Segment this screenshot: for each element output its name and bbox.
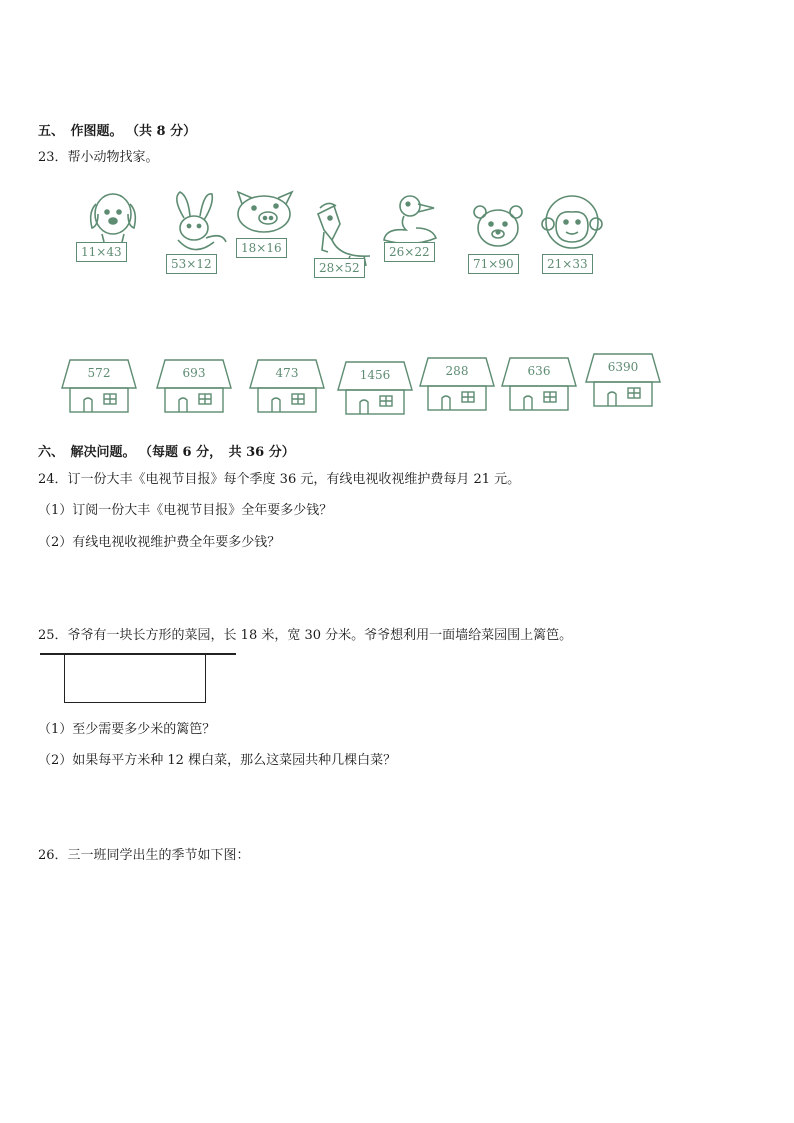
house-number: 636 <box>527 364 551 378</box>
animal-card-bear <box>468 204 538 276</box>
animal-card-duck <box>382 194 452 266</box>
animal-card-dog <box>76 190 146 270</box>
animal-card-rabbit <box>166 188 236 278</box>
animal-label: 28×52 <box>314 258 365 278</box>
section-6-heading <box>38 441 295 460</box>
house-number: 693 <box>182 366 206 380</box>
house-7 <box>584 352 662 408</box>
house-number: 288 <box>445 364 469 378</box>
house-number: 6390 <box>607 360 639 374</box>
question-24-part-1: （1）订阅一份大丰《电视节目报》全年要多少钱？ <box>38 503 333 518</box>
animal-label: 11×43 <box>76 242 127 262</box>
house-1 <box>60 358 138 414</box>
animal-label: 18×16 <box>236 238 287 258</box>
animal-label: 53×12 <box>166 254 217 274</box>
question-26: 26．三一班同学出生的季节如下图： <box>38 848 250 863</box>
house-3 <box>248 358 326 414</box>
animal-label: 26×22 <box>384 242 435 262</box>
animal-card-pig <box>234 190 304 262</box>
house-number: 1456 <box>359 368 391 382</box>
question-24: 24．订一份大丰《电视节目报》每个季度 36 元，有线电视收视维护费每月 21 元。 <box>38 472 521 487</box>
section-5-points: （共 8 分） <box>132 124 197 139</box>
garden-rectangle <box>64 655 206 703</box>
house-4 <box>336 360 414 416</box>
animal-label: 71×90 <box>468 254 519 274</box>
house-number: 572 <box>87 366 111 380</box>
house-6 <box>500 356 578 412</box>
animal-card-goat <box>310 200 380 282</box>
question-25-part-2: （2）如果每平方米种 12 棵白菜，那么这菜园共种几棵白菜？ <box>38 753 397 768</box>
section-6-points: （每题 6 分， 共 36 分） <box>145 445 295 460</box>
animal-label: 21×33 <box>542 254 593 274</box>
house-5 <box>418 356 496 412</box>
question-24-part-2: （2）有线电视收视维护费全年要多少钱？ <box>38 535 281 550</box>
house-2 <box>155 358 233 414</box>
question-25: 25．爷爷有一块长方形的菜园，长 18 米，宽 30 分米。爷爷想利用一面墙给菜园围上篱笆。 <box>38 628 573 643</box>
question-25-part-1: （1）至少需要多少米的篱笆？ <box>38 722 216 737</box>
section-5-heading <box>38 120 196 139</box>
section-6-title: 六、 解决问题。 <box>38 445 136 460</box>
section-5-title: 五、 作图题。 <box>38 124 123 139</box>
question-23: 23．帮小动物找家。 <box>38 150 159 165</box>
house-number: 473 <box>275 366 299 380</box>
animal-card-monkey <box>538 196 610 272</box>
